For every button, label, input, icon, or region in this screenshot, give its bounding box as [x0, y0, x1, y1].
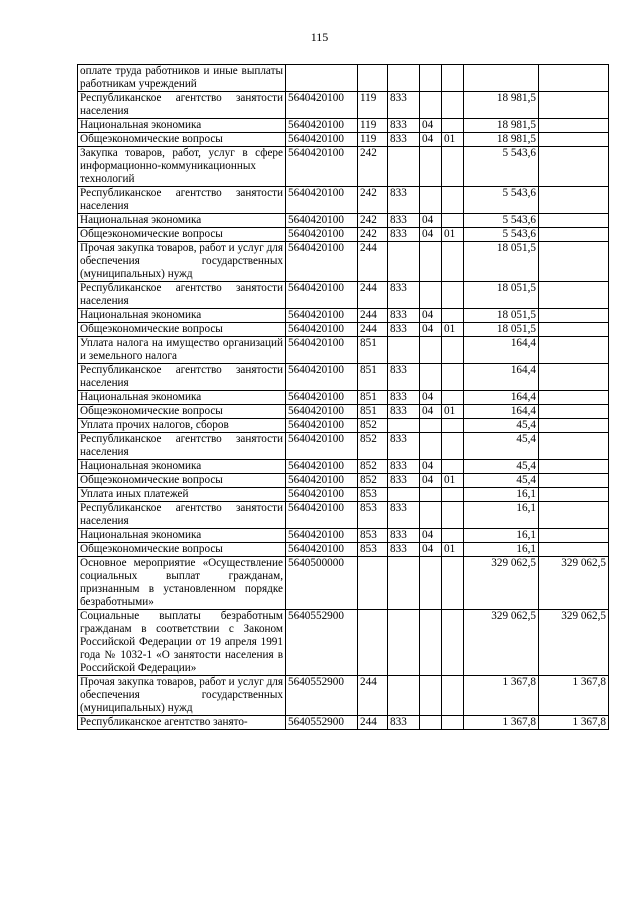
cell-target-article: 5640420100 — [286, 405, 358, 419]
cell-subsection — [442, 214, 464, 228]
cell-sum: 16,1 — [464, 488, 539, 502]
cell-sum-subvention — [539, 543, 609, 557]
cell-sum: 5 543,6 — [464, 147, 539, 187]
cell-target-article: 5640420100 — [286, 228, 358, 242]
cell-administrator: 833 — [388, 529, 420, 543]
budget-table — [77, 64, 609, 730]
cell-sum: 18 051,5 — [464, 323, 539, 337]
cell-subsection — [442, 391, 464, 405]
cell-sum: 1 367,8 — [464, 676, 539, 716]
table-row — [78, 214, 609, 228]
cell-subsection — [442, 187, 464, 214]
cell-target-article — [286, 65, 358, 92]
cell-administrator: 833 — [388, 391, 420, 405]
cell-target-article: 5640552900 — [286, 716, 358, 730]
cell-subsection — [442, 65, 464, 92]
cell-sum: 45,4 — [464, 433, 539, 460]
cell-name: Общеэкономические вопросы — [78, 543, 286, 557]
cell-subsection — [442, 488, 464, 502]
cell-sum: 16,1 — [464, 529, 539, 543]
cell-target-article: 5640420100 — [286, 282, 358, 309]
cell-name: Закупка товаров, работ, услуг в сфере информационно-коммуникационных технологий — [78, 147, 286, 187]
cell-expense-type: 852 — [358, 460, 388, 474]
table-row — [78, 502, 609, 529]
cell-administrator — [388, 557, 420, 610]
cell-name: Национальная экономика — [78, 460, 286, 474]
cell-sum-subvention — [539, 474, 609, 488]
cell-subsection: 01 — [442, 228, 464, 242]
cell-expense-type: 853 — [358, 543, 388, 557]
cell-subsection — [442, 610, 464, 676]
cell-administrator: 833 — [388, 323, 420, 337]
table-row — [78, 716, 609, 730]
cell-sum-subvention — [539, 391, 609, 405]
cell-administrator: 833 — [388, 474, 420, 488]
cell-sum: 164,4 — [464, 391, 539, 405]
cell-sum-subvention — [539, 214, 609, 228]
cell-administrator: 833 — [388, 543, 420, 557]
cell-administrator: 833 — [388, 187, 420, 214]
cell-target-article: 5640420100 — [286, 92, 358, 119]
cell-sum-subvention — [539, 460, 609, 474]
table-row — [78, 242, 609, 282]
cell-expense-type: 244 — [358, 676, 388, 716]
cell-administrator: 833 — [388, 133, 420, 147]
cell-section — [420, 716, 442, 730]
cell-sum-subvention — [539, 309, 609, 323]
cell-sum-subvention — [539, 364, 609, 391]
cell-expense-type: 242 — [358, 187, 388, 214]
cell-subsection — [442, 119, 464, 133]
cell-sum: 18 051,5 — [464, 282, 539, 309]
cell-expense-type: 851 — [358, 364, 388, 391]
cell-expense-type: 853 — [358, 502, 388, 529]
cell-name: Общеэкономические вопросы — [78, 323, 286, 337]
page-number: 115 — [310, 30, 329, 44]
cell-target-article: 5640420100 — [286, 187, 358, 214]
cell-name: Общеэкономические вопросы — [78, 228, 286, 242]
cell-administrator: 833 — [388, 502, 420, 529]
cell-section: 04 — [420, 214, 442, 228]
cell-sum: 18 051,5 — [464, 242, 539, 282]
cell-name: Социальные выплаты безработным гражданам в соответствии с Законом Российской Федерации от 19 апреля 1991 года № 1032-1 «О занятости населения в Российской Федерации» — [78, 610, 286, 676]
cell-subsection — [442, 309, 464, 323]
cell-target-article: 5640420100 — [286, 323, 358, 337]
cell-subsection — [442, 147, 464, 187]
cell-expense-type: 119 — [358, 119, 388, 133]
cell-section — [420, 610, 442, 676]
table-row — [78, 543, 609, 557]
table-row — [78, 92, 609, 119]
cell-subsection: 01 — [442, 405, 464, 419]
cell-section — [420, 147, 442, 187]
cell-name: Общеэкономические вопросы — [78, 405, 286, 419]
cell-administrator — [388, 676, 420, 716]
table-row — [78, 228, 609, 242]
table-row — [78, 282, 609, 309]
table-row — [78, 119, 609, 133]
budget-table-body — [78, 65, 609, 730]
cell-subsection: 01 — [442, 323, 464, 337]
cell-administrator — [388, 242, 420, 282]
cell-sum — [464, 65, 539, 92]
cell-sum-subvention: 1 367,8 — [539, 716, 609, 730]
cell-target-article: 5640420100 — [286, 147, 358, 187]
cell-section — [420, 65, 442, 92]
cell-section: 04 — [420, 460, 442, 474]
cell-name: Национальная экономика — [78, 214, 286, 228]
cell-subsection — [442, 92, 464, 119]
cell-administrator — [388, 419, 420, 433]
cell-sum-subvention — [539, 337, 609, 364]
cell-administrator: 833 — [388, 282, 420, 309]
cell-sum: 45,4 — [464, 419, 539, 433]
cell-sum-subvention — [539, 92, 609, 119]
cell-name: оплате труда работников и иные выплаты работникам учреждений — [78, 65, 286, 92]
cell-subsection — [442, 337, 464, 364]
cell-section: 04 — [420, 119, 442, 133]
cell-administrator — [388, 147, 420, 187]
cell-name: Национальная экономика — [78, 391, 286, 405]
cell-sum-subvention — [539, 323, 609, 337]
cell-name: Уплата прочих налогов, сборов — [78, 419, 286, 433]
cell-sum: 45,4 — [464, 460, 539, 474]
cell-sum-subvention — [539, 119, 609, 133]
cell-sum: 18 981,5 — [464, 133, 539, 147]
cell-expense-type: 852 — [358, 433, 388, 460]
cell-administrator: 833 — [388, 214, 420, 228]
cell-target-article: 5640420100 — [286, 502, 358, 529]
cell-target-article: 5640420100 — [286, 529, 358, 543]
cell-administrator: 833 — [388, 433, 420, 460]
cell-expense-type — [358, 65, 388, 92]
cell-target-article: 5640420100 — [286, 543, 358, 557]
cell-administrator: 833 — [388, 228, 420, 242]
cell-sum-subvention: 329 062,5 — [539, 557, 609, 610]
cell-section — [420, 676, 442, 716]
cell-target-article: 5640420100 — [286, 419, 358, 433]
cell-subsection — [442, 502, 464, 529]
cell-expense-type: 242 — [358, 214, 388, 228]
cell-section — [420, 557, 442, 610]
cell-expense-type: 851 — [358, 337, 388, 364]
cell-target-article: 5640420100 — [286, 488, 358, 502]
cell-section: 04 — [420, 228, 442, 242]
cell-subsection — [442, 282, 464, 309]
cell-target-article: 5640420100 — [286, 242, 358, 282]
cell-section — [420, 187, 442, 214]
cell-administrator: 833 — [388, 309, 420, 323]
cell-administrator: 833 — [388, 92, 420, 119]
cell-expense-type: 244 — [358, 242, 388, 282]
cell-section: 04 — [420, 529, 442, 543]
cell-subsection — [442, 419, 464, 433]
cell-target-article: 5640420100 — [286, 460, 358, 474]
cell-subsection — [442, 716, 464, 730]
cell-expense-type — [358, 557, 388, 610]
cell-sum: 164,4 — [464, 405, 539, 419]
cell-sum-subvention: 329 062,5 — [539, 610, 609, 676]
table-row — [78, 488, 609, 502]
table-row — [78, 364, 609, 391]
table-row — [78, 65, 609, 92]
cell-subsection — [442, 433, 464, 460]
cell-section: 04 — [420, 543, 442, 557]
cell-section — [420, 242, 442, 282]
cell-expense-type: 244 — [358, 716, 388, 730]
cell-sum: 329 062,5 — [464, 557, 539, 610]
table-row — [78, 419, 609, 433]
cell-expense-type: 119 — [358, 133, 388, 147]
cell-section: 04 — [420, 309, 442, 323]
cell-sum-subvention — [539, 502, 609, 529]
cell-target-article: 5640420100 — [286, 474, 358, 488]
cell-sum-subvention: 1 367,8 — [539, 676, 609, 716]
cell-sum: 164,4 — [464, 364, 539, 391]
cell-name: Республиканское агентство занятости населения — [78, 502, 286, 529]
cell-expense-type: 244 — [358, 309, 388, 323]
cell-section: 04 — [420, 323, 442, 337]
cell-name: Уплата иных платежей — [78, 488, 286, 502]
cell-administrator — [388, 610, 420, 676]
cell-sum-subvention — [539, 133, 609, 147]
table-row — [78, 187, 609, 214]
cell-section — [420, 502, 442, 529]
cell-target-article: 5640552900 — [286, 676, 358, 716]
cell-name: Республиканское агентство занятости населения — [78, 187, 286, 214]
cell-name: Республиканское агентство занятости населения — [78, 364, 286, 391]
cell-target-article: 5640420100 — [286, 133, 358, 147]
cell-target-article: 5640420100 — [286, 309, 358, 323]
cell-expense-type: 851 — [358, 405, 388, 419]
cell-subsection — [442, 529, 464, 543]
cell-subsection — [442, 676, 464, 716]
table-row — [78, 323, 609, 337]
cell-name: Прочая закупка товаров, работ и услуг для обеспечения государственных (муниципальных) нужд — [78, 242, 286, 282]
cell-expense-type: 119 — [358, 92, 388, 119]
cell-target-article: 5640420100 — [286, 364, 358, 391]
cell-name: Национальная экономика — [78, 309, 286, 323]
cell-sum-subvention — [539, 529, 609, 543]
cell-sum-subvention — [539, 433, 609, 460]
cell-sum: 5 543,6 — [464, 214, 539, 228]
cell-administrator — [388, 337, 420, 364]
cell-sum: 18 981,5 — [464, 92, 539, 119]
cell-sum: 16,1 — [464, 502, 539, 529]
cell-subsection — [442, 364, 464, 391]
cell-expense-type: 851 — [358, 391, 388, 405]
table-row — [78, 460, 609, 474]
cell-section — [420, 282, 442, 309]
cell-sum: 1 367,8 — [464, 716, 539, 730]
cell-administrator: 833 — [388, 119, 420, 133]
cell-subsection: 01 — [442, 543, 464, 557]
cell-subsection — [442, 557, 464, 610]
cell-name: Республиканское агентство занятости населения — [78, 433, 286, 460]
cell-name: Прочая закупка товаров, работ и услуг для обеспечения государственных (муниципальных) нужд — [78, 676, 286, 716]
cell-administrator — [388, 488, 420, 502]
cell-name: Уплата налога на имущество организаций и земельного налога — [78, 337, 286, 364]
cell-target-article: 5640420100 — [286, 433, 358, 460]
table-row — [78, 557, 609, 610]
cell-name: Национальная экономика — [78, 119, 286, 133]
cell-expense-type: 852 — [358, 474, 388, 488]
cell-subsection — [442, 460, 464, 474]
cell-sum: 5 543,6 — [464, 187, 539, 214]
cell-target-article: 5640420100 — [286, 391, 358, 405]
cell-administrator: 833 — [388, 460, 420, 474]
cell-expense-type: 242 — [358, 228, 388, 242]
cell-sum: 16,1 — [464, 543, 539, 557]
cell-subsection: 01 — [442, 133, 464, 147]
cell-sum: 45,4 — [464, 474, 539, 488]
cell-name: Основное мероприятие «Осуществление социальных выплат гражданам, признанным в установленном порядке безработными» — [78, 557, 286, 610]
cell-expense-type: 853 — [358, 488, 388, 502]
cell-sum-subvention — [539, 405, 609, 419]
cell-administrator: 833 — [388, 405, 420, 419]
cell-target-article: 5640420100 — [286, 337, 358, 364]
table-row — [78, 391, 609, 405]
cell-administrator: 833 — [388, 716, 420, 730]
cell-name: Общеэкономические вопросы — [78, 133, 286, 147]
cell-sum-subvention — [539, 242, 609, 282]
cell-target-article: 5640420100 — [286, 214, 358, 228]
table-row — [78, 474, 609, 488]
cell-sum-subvention — [539, 488, 609, 502]
table-row — [78, 133, 609, 147]
table-row — [78, 309, 609, 323]
cell-name: Республиканское агентство занятости населения — [78, 282, 286, 309]
cell-name: Республиканское агентство занятости населения — [78, 92, 286, 119]
cell-section — [420, 364, 442, 391]
cell-section — [420, 488, 442, 502]
cell-name: Национальная экономика — [78, 529, 286, 543]
table-row — [78, 529, 609, 543]
cell-target-article: 5640500000 — [286, 557, 358, 610]
cell-section — [420, 92, 442, 119]
cell-section — [420, 433, 442, 460]
cell-sum: 18 981,5 — [464, 119, 539, 133]
cell-expense-type: 852 — [358, 419, 388, 433]
cell-target-article: 5640552900 — [286, 610, 358, 676]
table-row — [78, 337, 609, 364]
cell-expense-type: 244 — [358, 323, 388, 337]
cell-sum: 18 051,5 — [464, 309, 539, 323]
cell-expense-type — [358, 610, 388, 676]
cell-sum-subvention — [539, 228, 609, 242]
cell-subsection — [442, 242, 464, 282]
cell-target-article: 5640420100 — [286, 119, 358, 133]
cell-subsection: 01 — [442, 474, 464, 488]
cell-section: 04 — [420, 133, 442, 147]
cell-expense-type: 853 — [358, 529, 388, 543]
cell-name: Республиканское агентство занято- — [78, 716, 286, 730]
cell-sum-subvention — [539, 419, 609, 433]
table-row — [78, 405, 609, 419]
cell-section: 04 — [420, 474, 442, 488]
cell-section: 04 — [420, 405, 442, 419]
cell-section: 04 — [420, 391, 442, 405]
table-row — [78, 433, 609, 460]
cell-sum-subvention — [539, 282, 609, 309]
cell-section — [420, 337, 442, 364]
cell-sum: 5 543,6 — [464, 228, 539, 242]
cell-expense-type: 242 — [358, 147, 388, 187]
cell-name: Общеэкономические вопросы — [78, 474, 286, 488]
table-row — [78, 610, 609, 676]
cell-sum-subvention — [539, 187, 609, 214]
cell-section — [420, 419, 442, 433]
cell-sum: 329 062,5 — [464, 610, 539, 676]
cell-sum-subvention — [539, 147, 609, 187]
cell-sum: 164,4 — [464, 337, 539, 364]
table-row — [78, 147, 609, 187]
cell-expense-type: 244 — [358, 282, 388, 309]
cell-administrator — [388, 65, 420, 92]
table-row — [78, 676, 609, 716]
cell-sum-subvention — [539, 65, 609, 92]
cell-administrator: 833 — [388, 364, 420, 391]
